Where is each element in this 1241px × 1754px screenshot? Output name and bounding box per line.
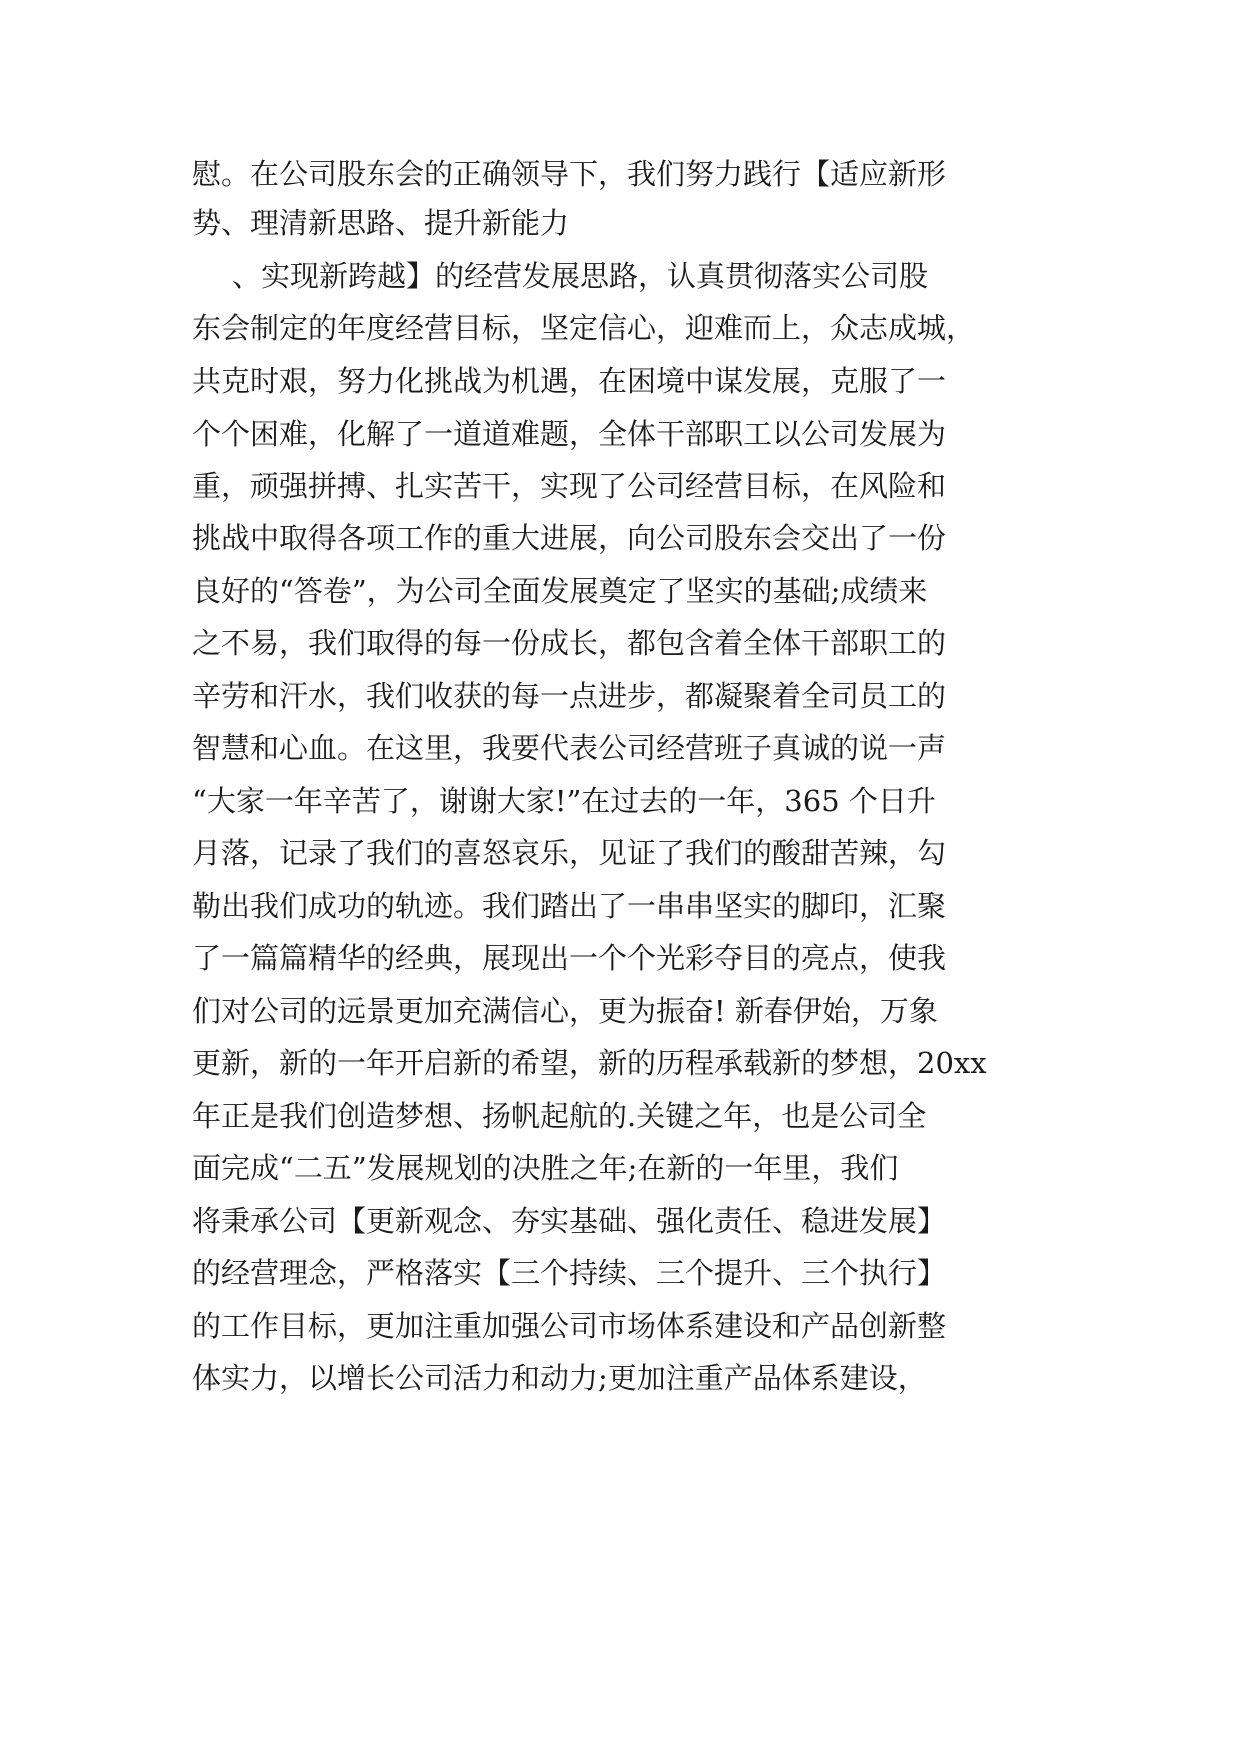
- text-line-8: 挑战中取得各项工作的重大进展，向公司股东会交出了一份: [192, 521, 947, 555]
- text-line-17: 们对公司的远景更加充满信心，更为振奋! 新春伊始，万象: [192, 994, 938, 1028]
- text-line-14: 月落，记录了我们的喜怒哀乐，见证了我们的酸甜苦辣，勾: [192, 836, 947, 870]
- text-line-5: 共克时艰，努力化挑战为机遇，在困境中谋发展，克服了一: [192, 364, 947, 398]
- text-line-13: “大家一年辛苦了，谢谢大家!”在过去的一年，365 个日升: [192, 784, 936, 818]
- text-line-12: 智慧和心血。在这里，我要代表公司经营班子真诚的说一声: [192, 731, 947, 765]
- text-line-15: 勒出我们成功的轨迹。我们踏出了一串串坚实的脚印，汇聚: [192, 889, 947, 923]
- text-line-20: 面完成“二五”发展规划的决胜之年;在新的一年里，我们: [192, 1151, 899, 1185]
- text-line-6: 个个困难，化解了一道道难题，全体干部职工以公司发展为: [192, 417, 947, 451]
- text-line-19: 年正是我们创造梦想、扬帆起航的.关键之年，也是公司全: [192, 1099, 927, 1133]
- text-line-23: 的工作目标，更加注重加强公司市场体系建设和产品创新整: [192, 1309, 947, 1343]
- text-line-7: 重，顽强拼搏、扎实苦干，实现了公司经营目标，在风险和: [192, 469, 947, 503]
- text-line-2: 势、理清新思路、提升新能力: [192, 206, 570, 240]
- text-line-9: 良好的“答卷”，为公司全面发展奠定了坚实的基础;成绩来: [192, 574, 928, 608]
- text-line-24: 体实力，以增长公司活力和动力;更加注重产品体系建设，: [192, 1361, 927, 1395]
- text-line-11: 辛劳和汗水，我们收获的每一点进步，都凝聚着全司员工的: [192, 679, 947, 713]
- text-line-3: 、实现新跨越】的经营发展思路，认真贯彻落实公司股: [232, 259, 929, 293]
- text-line-16: 了一篇篇精华的经典，展现出一个个光彩夺目的亮点，使我: [192, 941, 947, 975]
- text-line-1: 慰。在公司股东会的正确领导下，我们努力践行【适应新形: [192, 157, 947, 191]
- text-line-18: 更新，新的一年开启新的希望，新的历程承载新的梦想，20xx: [192, 1046, 987, 1080]
- text-line-21: 将秉承公司【更新观念、夯实基础、强化责任、稳进发展】: [192, 1204, 947, 1238]
- text-line-10: 之不易，我们取得的每一份成长，都包含着全体干部职工的: [192, 626, 947, 660]
- text-line-4: 东会制定的年度经营目标，坚定信心，迎难而上，众志成城，: [192, 311, 976, 345]
- text-line-22: 的经营理念，严格落实【三个持续、三个提升、三个执行】: [192, 1256, 947, 1290]
